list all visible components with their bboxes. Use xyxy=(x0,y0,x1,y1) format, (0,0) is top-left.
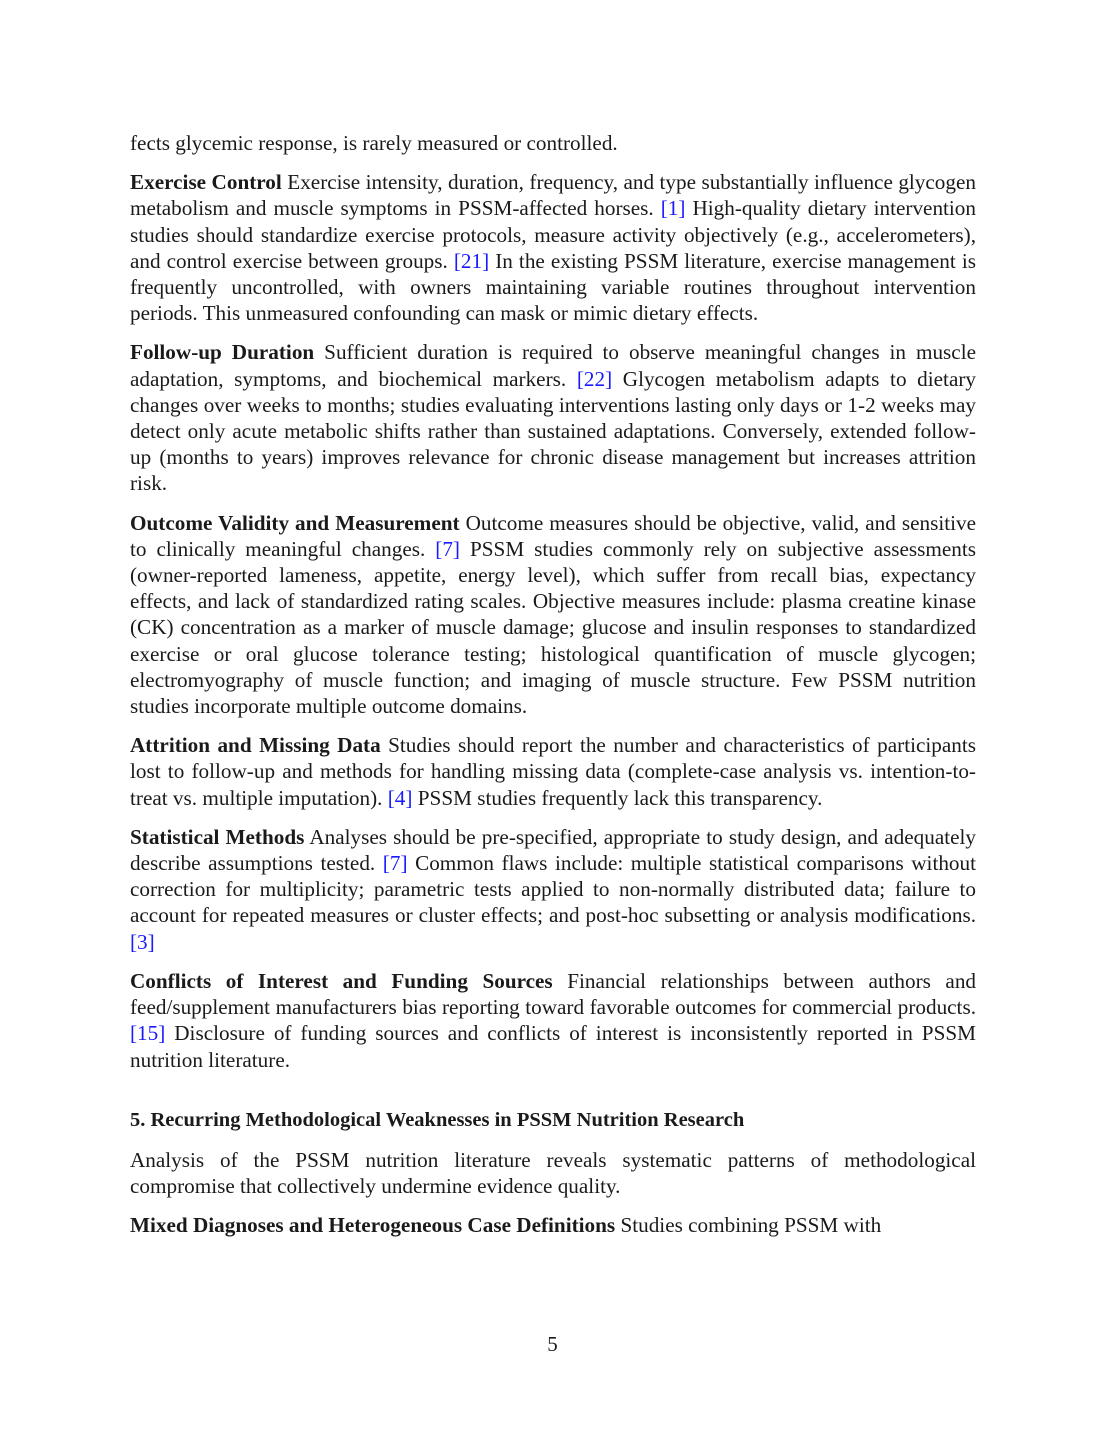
section-heading: 5. Recurring Methodological Weaknesses in PSSM Nutrition Research xyxy=(130,1108,745,1131)
intro-fragment-text: fects glycemic response, is rarely measured or controlled. xyxy=(130,131,618,155)
paragraph-text: Disclosure of funding sources and conflicts of interest is inconsistently reported in PSSM nutrition literature. xyxy=(130,1021,976,1072)
citation-link[interactable]: [1] xyxy=(660,196,686,221)
paragraph-text: Studies should report the number and characteristics of participants lost to follow-up and methods for handling missing data (complete-case analysis vs. intention-to-treat vs. multiple imputation). xyxy=(130,733,976,810)
citation-link[interactable]: [4] xyxy=(387,785,413,810)
statistical-methods-paragraph xyxy=(130,824,976,955)
citation-link[interactable]: [7] xyxy=(435,536,460,561)
paragraph-term: Outcome Validity and Measurement xyxy=(130,510,460,535)
paragraph-term: Follow-up Duration xyxy=(130,340,315,365)
paragraph-text: In the existing PSSM literature, exercise management is frequently uncontrolled, with owners maintaining variable routines throughout intervention periods. This unmeasured confounding can mask or mimic dietary effects. xyxy=(130,248,976,326)
paragraph-text: Exercise intensity, duration, frequency, and type substantially influence glycogen metabolism and muscle symptoms in PSSM-affected horses. xyxy=(130,170,976,221)
paragraph-text: Glycogen metabolism adapts to dietary changes over weeks to months; studies evaluating interventions lasting only days or 1-2 weeks may detect only acute metabolic shifts rather than sustained adaptations. Conversely, extended follow-up (months to years) improves relevance for chronic disease management but increases attrition risk. xyxy=(130,366,976,496)
section-intro-paragraph xyxy=(130,1147,976,1199)
page-number: 5 xyxy=(547,1332,558,1356)
paragraph-text: PSSM studies commonly rely on subjective assessments (owner-reported lameness, appetite, energy level), which suffer from recall bias, expectancy effects, and lack of standardized rating scales. Objective measures include: plasma creatine kinase (CK) concentration as a marker of muscle damage; glucose and insulin responses to standardized exercise or oral glucose tolerance testing; histological quantification of muscle glycogen; electromyography of muscle function; and imaging of muscle structure. Few PSSM nutrition studies incorporate multiple outcome domains. xyxy=(130,536,976,719)
paragraph-term: Statistical Methods xyxy=(130,824,305,849)
citation-link[interactable]: [7] xyxy=(382,851,408,876)
citation-link[interactable]: [22] xyxy=(576,366,613,391)
intro-fragment-paragraph xyxy=(130,130,976,156)
page-body xyxy=(130,130,976,1251)
paragraph-text: Outcome measures should be objective, valid, and sensitive to clinically meaningful changes. xyxy=(130,510,976,561)
section-intro-text: Analysis of the PSSM nutrition literature reveals systematic patterns of methodological compromise that collectively undermine evidence quality. xyxy=(130,1147,976,1198)
conflicts-of-interest-paragraph xyxy=(130,968,976,1073)
paragraph-text: Financial relationships between authors and feed/supplement manufacturers bias reporting toward favorable outcomes for commercial products. xyxy=(130,968,977,1020)
citation-link[interactable]: [15] xyxy=(130,1021,166,1046)
exercise-control-paragraph xyxy=(130,169,976,326)
paragraph-text: High-quality dietary intervention studies should standardize exercise protocols, measure activity objectively (e.g., accelerometers), and control exercise between groups. xyxy=(130,196,976,273)
attrition-paragraph xyxy=(130,732,976,811)
paragraph-term: Exercise Control xyxy=(130,170,282,195)
citation-link[interactable]: [21] xyxy=(453,248,490,273)
citation-link[interactable]: [3] xyxy=(130,929,155,954)
paragraph-text: PSSM studies frequently lack this transparency. xyxy=(412,785,823,810)
paragraph-term: Attrition and Missing Data xyxy=(130,733,381,758)
mixed-diagnoses-paragraph xyxy=(130,1212,976,1238)
paragraph-text: Sufficient duration is required to observe meaningful changes in muscle adaptation, symptoms, and biochemical markers. xyxy=(130,340,976,391)
paragraph-text: Common flaws include: multiple statistical comparisons without correction for multiplicity; parametric tests applied to non-normally distributed data; failure to account for repeated measures or cluster effects; and post-hoc subsetting or analysis modifications. xyxy=(130,851,977,928)
paragraph-text: Analyses should be pre-specified, appropriate to study design, and adequately describe assumptions tested. xyxy=(130,824,976,876)
paragraph-term: Conflicts of Interest and Funding Sources xyxy=(130,968,553,993)
outcome-validity-paragraph xyxy=(130,510,976,720)
follow-up-duration-paragraph xyxy=(130,339,976,496)
paragraph-text: Studies combining PSSM with xyxy=(615,1213,882,1238)
paragraph-term: Mixed Diagnoses and Heterogeneous Case Definitions xyxy=(130,1213,616,1238)
